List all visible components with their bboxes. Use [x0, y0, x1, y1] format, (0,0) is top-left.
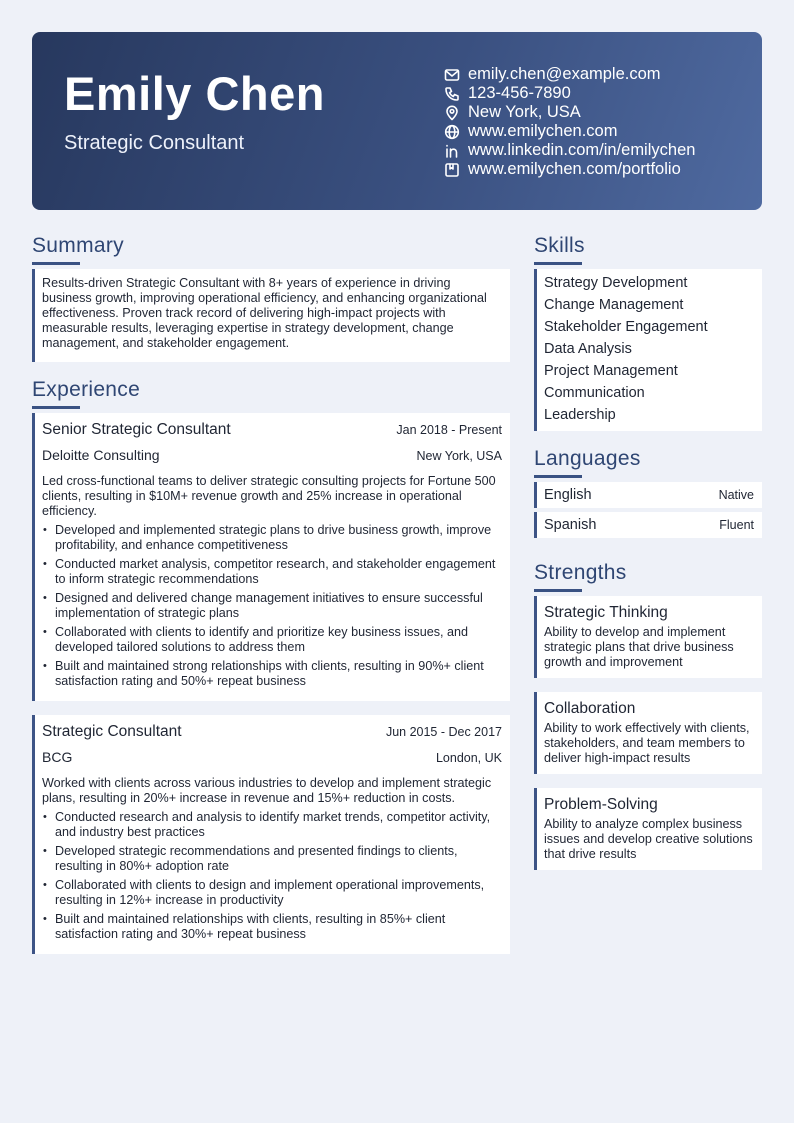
list-item: • Collaborated with clients to identify and prioritize key business issues, and developed tailored solutions to address them: [42, 625, 502, 655]
job-dates: Jan 2018 - Present: [396, 423, 502, 437]
language-row: [534, 482, 762, 508]
experience-section: [32, 376, 510, 954]
job-title: Strategic Consultant: [42, 723, 182, 740]
strengths-section: [534, 559, 762, 870]
list-item: • Built and maintained relationships with clients, resulting in 85%+ client satisfaction rating and 30%+ repeat business: [42, 912, 502, 942]
strength-title: Collaboration: [544, 700, 636, 717]
language-row: [534, 512, 762, 538]
experience-heading: Experience: [32, 378, 141, 401]
summary-heading-underline: [32, 262, 80, 265]
job-description: Led cross-functional teams to deliver strategic consulting projects for Fortune 500 clients, resulting in $10M+ revenue growth and 25% increase in operational efficiency.: [42, 474, 496, 518]
strengths-heading-underline: [534, 589, 582, 592]
job-dates: Jun 2015 - Dec 2017: [385, 725, 502, 739]
summary-section: [32, 232, 510, 362]
languages-section: [534, 445, 762, 538]
side-column: [534, 232, 762, 884]
language-level: Fluent: [719, 518, 754, 532]
contact-linkedin-text[interactable]: www.linkedin.com/in/emilychen: [468, 141, 696, 159]
languages-heading: Languages: [534, 447, 641, 470]
skill-item: Stakeholder Engagement: [544, 319, 708, 335]
strength-card: [534, 596, 762, 678]
list-item: • Built and maintained strong relationships with clients, resulting in 90%+ client satisfaction rating and 50%+ repeat business: [42, 659, 502, 689]
skills-list: [544, 272, 754, 426]
skills-heading-underline: [534, 262, 582, 265]
summary-card: [32, 269, 510, 362]
job-entry: [32, 413, 510, 701]
skill-item: Data Analysis: [544, 341, 632, 357]
main-column: [32, 232, 510, 968]
job-entry: [32, 715, 510, 954]
job-bullets: [42, 523, 502, 689]
list-item: • Developed and implemented strategic plans to drive business growth, improve profitability, and enhance competitiveness: [42, 523, 502, 553]
job-description: Worked with clients across various industries to develop and implement strategic plans, resulting in 20%+ increase in revenue and 15%+ reduction in costs.: [42, 776, 492, 805]
list-item: • Conducted research and analysis to identify market trends, competitor activity, and industry best practices: [42, 810, 502, 840]
contact-phone-text[interactable]: 123-456-7890: [468, 84, 571, 102]
strength-description: Ability to analyze complex business issues and develop creative solutions that drive results: [544, 817, 753, 861]
list-item: • Designed and delivered change management initiatives to ensure successful implementation of strategic plans: [42, 591, 502, 621]
contact-location-text: New York, USA: [468, 103, 581, 121]
strength-description: Ability to work effectively with clients, stakeholders, and team members to deliver high-impact results: [544, 721, 750, 765]
contact-email[interactable]: [444, 65, 695, 84]
skills-card: [534, 269, 762, 431]
language-name: Spanish: [544, 517, 597, 533]
contact-portfolio[interactable]: [444, 160, 695, 179]
language-name: English: [544, 487, 592, 503]
contact-website[interactable]: [444, 122, 695, 141]
job-title: Senior Strategic Consultant: [42, 421, 231, 438]
job-location: New York, USA: [416, 449, 502, 463]
globe-icon: [444, 124, 460, 140]
skills-section: [534, 232, 762, 431]
strength-title: Problem-Solving: [544, 796, 658, 813]
candidate-name: Emily Chen: [64, 67, 325, 120]
languages-heading-underline: [534, 475, 582, 478]
portfolio-icon: [444, 162, 460, 178]
phone-icon: [444, 86, 460, 102]
strength-card: [534, 788, 762, 870]
contact-linkedin[interactable]: [444, 141, 695, 160]
skill-item: Communication: [544, 385, 645, 401]
linkedin-icon: [444, 143, 460, 159]
skill-item: Strategy Development: [544, 275, 688, 291]
summary-text: Results-driven Strategic Consultant with 8+ years of experience in driving business growth, improving operational efficiency, and enhancing organizational effectiveness. Proven track record of delivering high-impact projects with measurable results, leveraging expertise in strategy development, change management, and stakeholder engagement.: [42, 276, 487, 350]
contact-list: [444, 65, 695, 179]
location-icon: [444, 105, 460, 121]
experience-heading-underline: [32, 406, 80, 409]
strength-description: Ability to develop and implement strategic plans that drive business growth and improvement: [544, 625, 734, 669]
job-bullets: [42, 810, 502, 942]
summary-heading: Summary: [32, 234, 124, 257]
job-company: BCG: [42, 749, 73, 765]
skill-item: Change Management: [544, 297, 684, 313]
skills-heading: Skills: [534, 234, 585, 257]
email-icon: [444, 67, 460, 83]
list-item: • Conducted market analysis, competitor research, and stakeholder engagement to inform strategic recommendations: [42, 557, 502, 587]
contact-portfolio-text[interactable]: www.emilychen.com/portfolio: [468, 160, 681, 178]
job-company: Deloitte Consulting: [42, 447, 160, 463]
strength-title: Strategic Thinking: [544, 604, 668, 621]
list-item: • Collaborated with clients to design and implement operational improvements, resulting in 12%+ increase in productivity: [42, 878, 502, 908]
language-level: Native: [718, 488, 754, 502]
list-item: • Developed strategic recommendations and presented findings to clients, resulting in 80%+ adoption rate: [42, 844, 502, 874]
contact-phone[interactable]: [444, 84, 695, 103]
strengths-heading: Strengths: [534, 561, 627, 584]
strength-card: [534, 692, 762, 774]
skill-item: Leadership: [544, 407, 616, 423]
skill-item: Project Management: [544, 363, 678, 379]
contact-email-text[interactable]: emily.chen@example.com: [468, 65, 661, 83]
contact-website-text[interactable]: www.emilychen.com: [468, 122, 618, 140]
resume-header: [32, 32, 762, 210]
job-location: London, UK: [435, 751, 502, 765]
contact-location: [444, 103, 695, 122]
candidate-title: Strategic Consultant: [64, 132, 245, 154]
